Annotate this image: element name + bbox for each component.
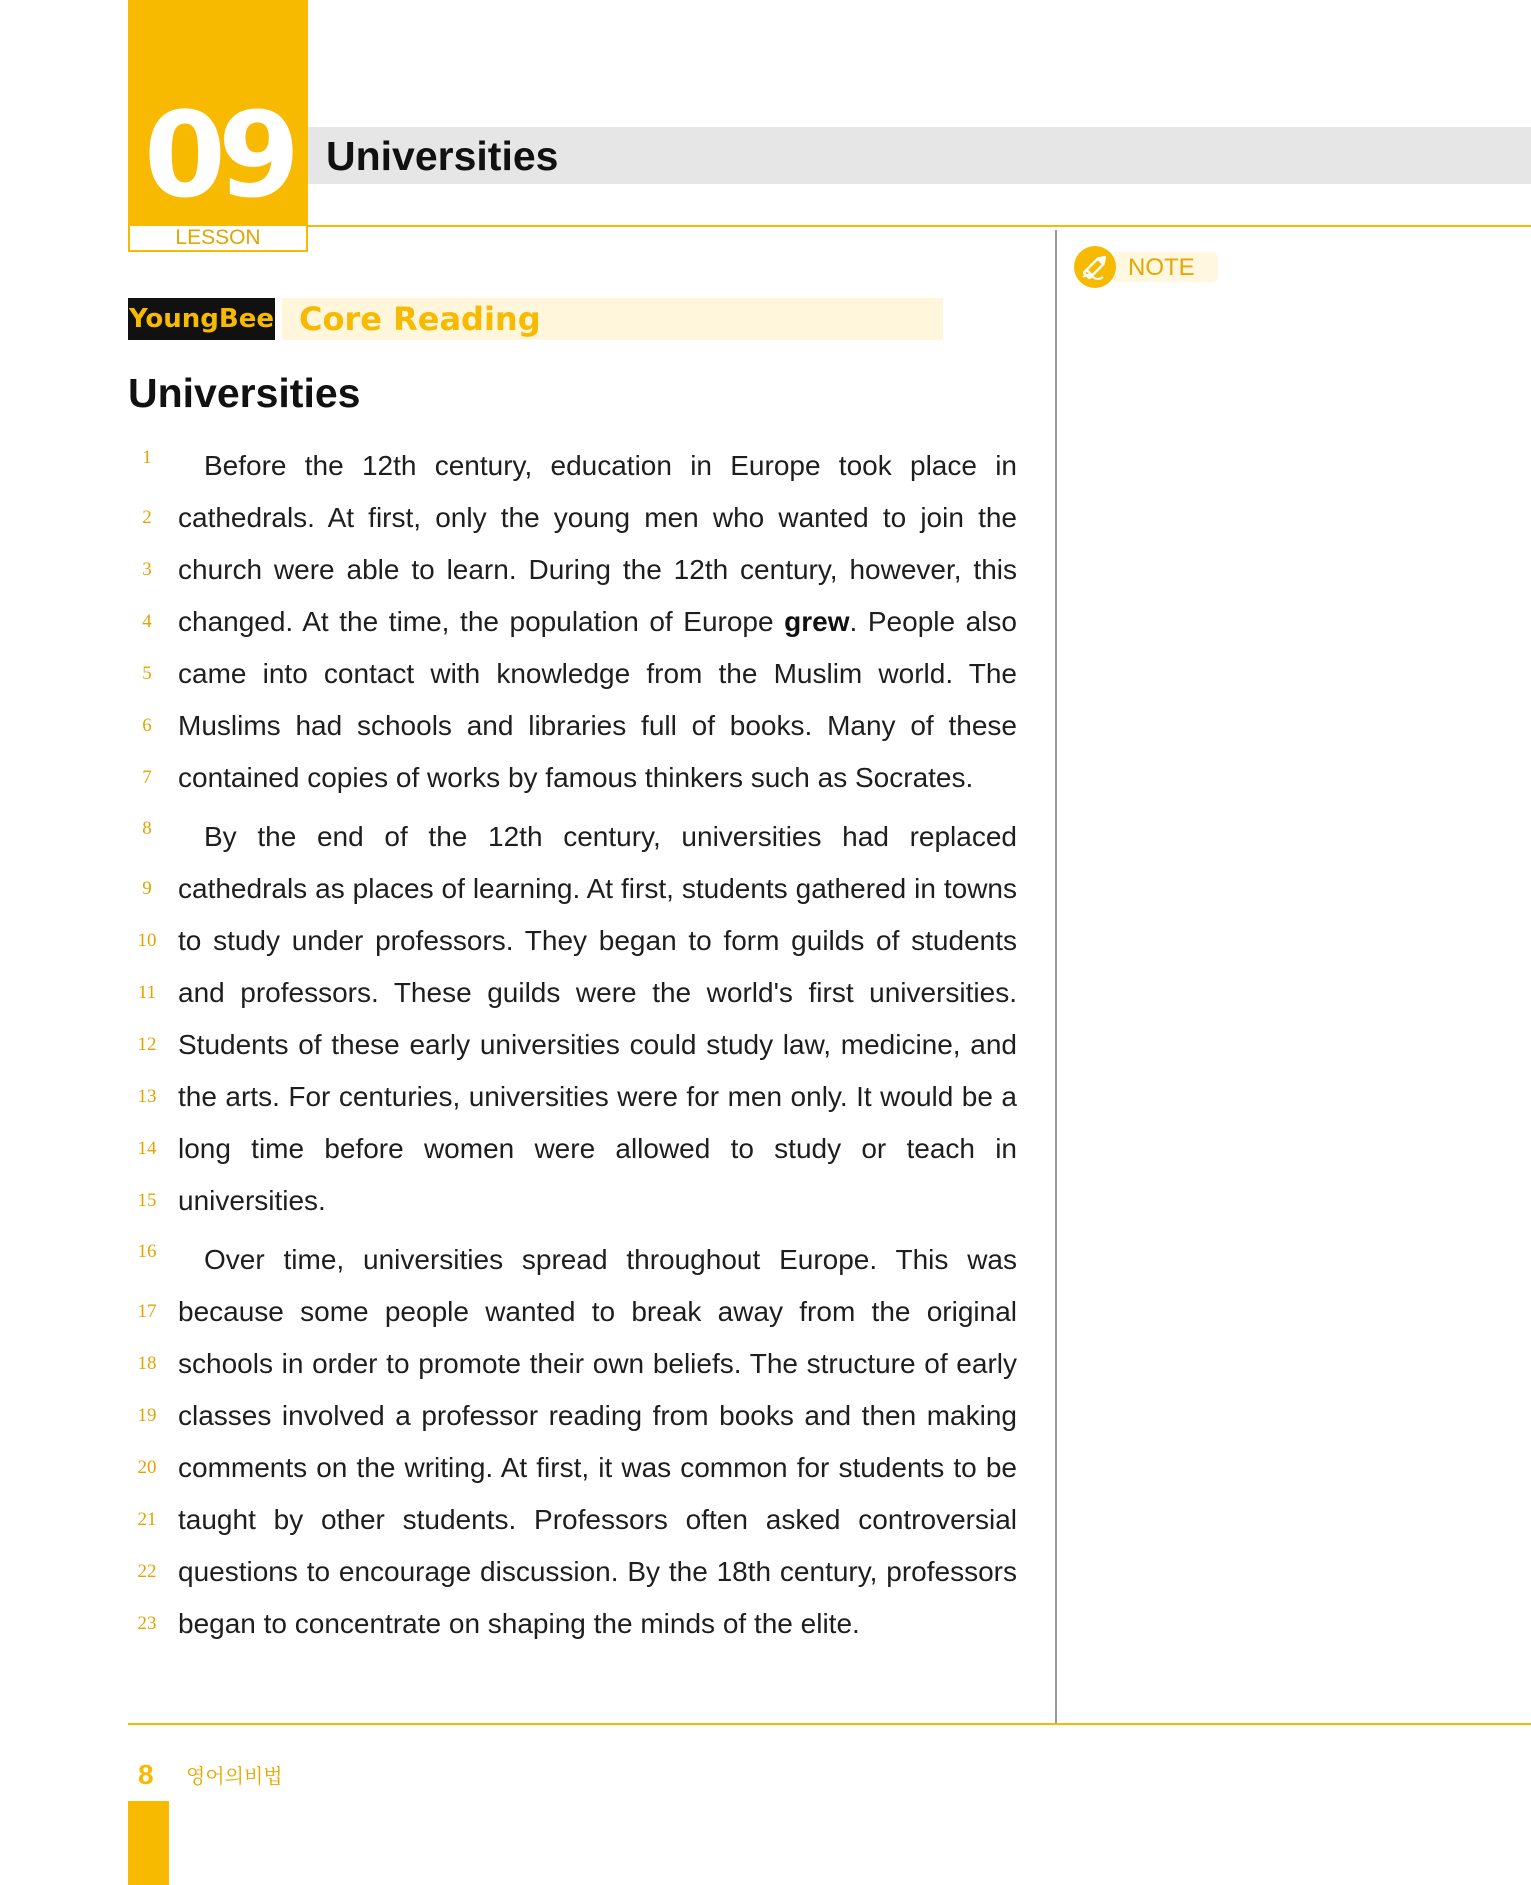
passage-line <box>128 1185 1018 1231</box>
passage-title: Universities <box>128 370 361 416</box>
header-divider <box>308 225 1531 227</box>
line-text: questions to encourage discussion. By the 18th century, professors <box>178 1556 1017 1587</box>
line-number: 8 <box>142 818 152 839</box>
line-number: 15 <box>137 1190 157 1211</box>
column-divider <box>1055 230 1057 1723</box>
line-text: because some people wanted to break away from the original <box>178 1296 1017 1327</box>
passage-line <box>128 873 1018 919</box>
line-number: 16 <box>137 1241 157 1262</box>
pencil-icon <box>1074 246 1116 288</box>
lesson-number: 09 <box>143 86 293 224</box>
line-text: By the end of the 12th century, universities had replaced <box>204 821 1017 852</box>
lesson-label: LESSON <box>128 226 308 252</box>
passage-line <box>128 1296 1018 1342</box>
line-number: 18 <box>137 1353 157 1374</box>
passage-line <box>128 1348 1018 1394</box>
line-text: cathedrals as places of learning. At first, students gathered in towns <box>178 873 1017 904</box>
line-number: 3 <box>142 559 152 580</box>
note-label: NOTE <box>1128 254 1195 281</box>
line-text: to study under professors. They began to form guilds of students <box>178 925 1017 956</box>
passage-line <box>128 1504 1018 1550</box>
passage-line <box>128 925 1018 971</box>
line-text: cathedrals. At first, only the young men who wanted to join the <box>178 502 1017 533</box>
footer-divider <box>128 1723 1531 1725</box>
passage-line <box>128 710 1018 756</box>
line-number: 2 <box>142 507 152 528</box>
page-number: 8 <box>138 1759 154 1790</box>
passage-line <box>128 1133 1018 1179</box>
line-text: began to concentrate on shaping the minds of the elite. <box>178 1608 860 1639</box>
line-number: 20 <box>137 1457 157 1478</box>
line-text: long time before women were allowed to study or teach in <box>178 1133 1017 1164</box>
line-number: 17 <box>137 1301 157 1322</box>
passage-line <box>128 1081 1018 1127</box>
passage-line <box>128 1029 1018 1075</box>
line-text: schools in order to promote their own beliefs. The structure of early <box>178 1348 1017 1379</box>
line-text: taught by other students. Professors often asked controversial <box>178 1504 1017 1535</box>
line-number: 13 <box>137 1086 157 1107</box>
page-title: Universities <box>326 133 559 179</box>
passage-line <box>128 818 1018 867</box>
line-text: and professors. These guilds were the world's first universities. <box>178 977 1017 1008</box>
line-number: 4 <box>142 611 152 632</box>
line-number: 23 <box>137 1613 157 1634</box>
passage-line <box>128 1608 1018 1654</box>
line-number: 14 <box>137 1138 157 1159</box>
passage-line <box>128 502 1018 548</box>
passage-line <box>128 977 1018 1023</box>
passage-line <box>128 762 1018 808</box>
passage-line <box>128 1241 1018 1290</box>
line-number: 10 <box>137 930 157 951</box>
line-text: church were able to learn. During the 12th century, however, this <box>178 554 1017 585</box>
footer-brand: 영어의비법 <box>186 1764 283 1788</box>
passage-line <box>128 1452 1018 1498</box>
line-number: 12 <box>137 1034 157 1055</box>
line-text: comments on the writing. At first, it was common for students to be <box>178 1452 1017 1483</box>
line-text: Before the 12th century, education in Europe took place in <box>204 450 1017 481</box>
line-text: Over time, universities spread throughout Europe. This was <box>204 1244 1017 1275</box>
passage-line <box>128 554 1018 600</box>
line-number: 5 <box>142 663 152 684</box>
footer-tab <box>128 1801 169 1885</box>
passage-line <box>128 606 1018 652</box>
line-text: Muslims had schools and libraries full of books. Many of these <box>178 710 1017 741</box>
passage-line <box>128 1400 1018 1446</box>
line-text: Students of these early universities could study law, medicine, and <box>178 1029 1017 1060</box>
youngbee-badge: YoungBee <box>128 298 275 340</box>
line-number: 21 <box>137 1509 157 1530</box>
line-number: 19 <box>137 1405 157 1426</box>
passage-line <box>128 447 1018 496</box>
line-text: the arts. For centuries, universities were for men only. It would be a <box>178 1081 1017 1112</box>
line-text: came into contact with knowledge from the Muslim world. The <box>178 658 1017 689</box>
section-heading: Core Reading <box>299 300 541 338</box>
line-number: 7 <box>142 767 152 788</box>
passage-line <box>128 658 1018 704</box>
line-number: 9 <box>142 878 152 899</box>
line-text-segment: . People also <box>849 606 1018 637</box>
line-text: universities. <box>178 1185 326 1216</box>
passage-line <box>128 1556 1018 1602</box>
line-number: 6 <box>142 715 152 736</box>
line-number: 1 <box>142 447 152 468</box>
line-text <box>178 602 1017 642</box>
line-text: classes involved a professor reading from books and then making <box>178 1400 1017 1431</box>
line-number: 11 <box>137 982 157 1003</box>
line-number: 22 <box>137 1561 157 1582</box>
vocab-highlight: grew <box>784 606 850 637</box>
line-text-segment: changed. At the time, the population of Europe <box>178 606 785 637</box>
line-text: contained copies of works by famous thinkers such as Socrates. <box>178 762 974 793</box>
